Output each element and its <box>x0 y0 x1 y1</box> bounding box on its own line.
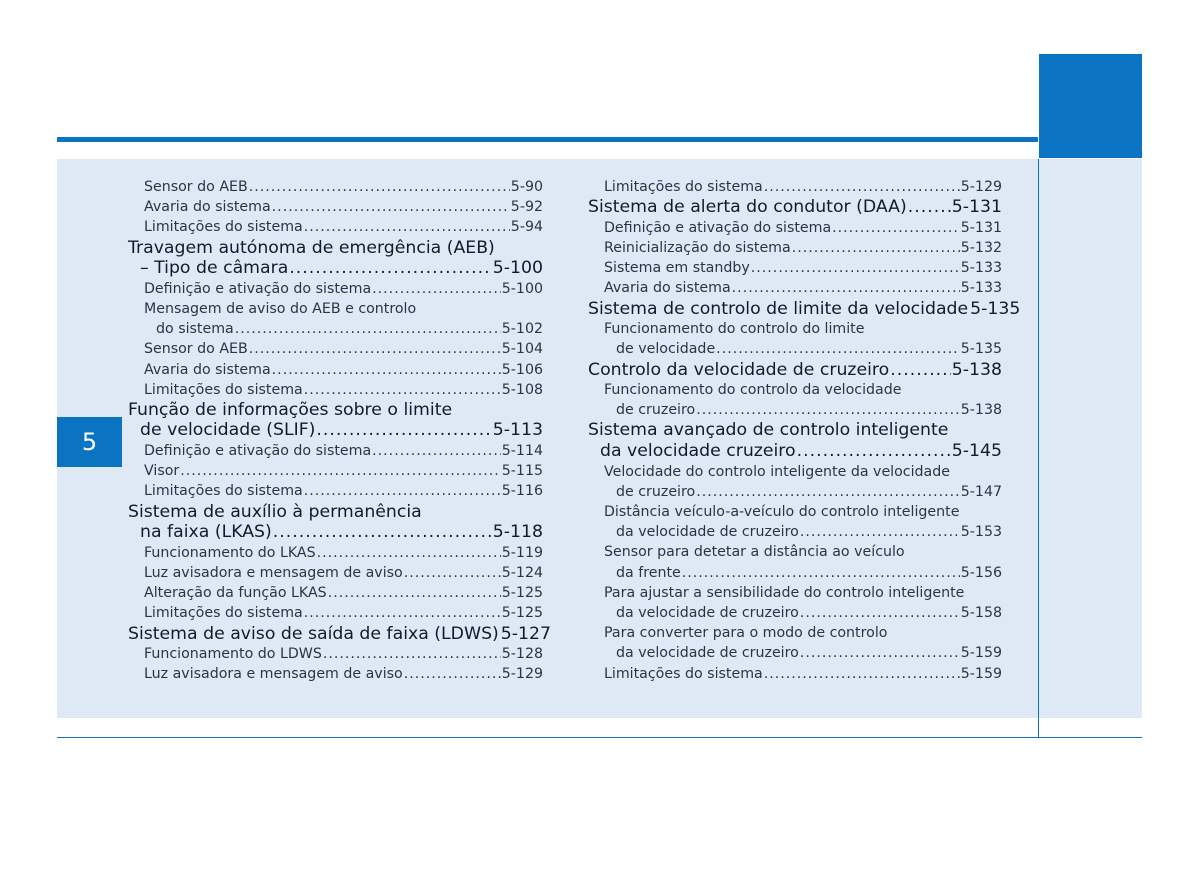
dot-leader <box>764 177 960 197</box>
toc-subentry[interactable] <box>128 481 543 501</box>
toc-subentry[interactable] <box>588 563 1002 583</box>
dot-leader <box>404 563 501 583</box>
toc-subentry[interactable] <box>588 238 1002 258</box>
dot-leader <box>890 360 951 381</box>
toc-subentry[interactable] <box>588 258 1002 278</box>
toc-entry-title: na faixa (LKAS) <box>140 522 272 543</box>
dot-leader <box>682 563 960 583</box>
toc-entry-title: Sistema de controlo de limite da velocidade <box>588 298 969 319</box>
dot-leader <box>696 400 960 420</box>
dot-leader <box>696 482 960 502</box>
toc-subentry[interactable] <box>588 400 1002 420</box>
toc-entry-title: Sensor para detetar a distância ao veículo <box>604 544 905 561</box>
toc-entry-title: Visor <box>144 463 180 480</box>
dot-leader <box>404 664 501 684</box>
toc-entry-title: Luz avisadora e mensagem de aviso <box>144 666 403 683</box>
toc-page-number: 5-108 <box>501 381 543 398</box>
toc-section-entry[interactable] <box>588 197 1002 218</box>
dot-leader <box>304 481 501 501</box>
toc-subentry[interactable] <box>588 643 1002 663</box>
toc-entry-title: Sistema em standby <box>604 260 750 277</box>
dot-leader <box>272 197 510 217</box>
toc-right-column <box>588 177 1021 684</box>
toc-page-number: 5-100 <box>492 258 543 279</box>
toc-subentry[interactable] <box>128 360 543 380</box>
toc-entry-title: da velocidade de cruzeiro <box>616 524 799 541</box>
dot-leader <box>235 319 501 339</box>
toc-subentry[interactable] <box>128 543 543 563</box>
toc-page-number: 5-94 <box>510 219 543 236</box>
toc-subentry[interactable] <box>588 623 1002 643</box>
toc-entry-title: Alteração da função LKAS <box>144 585 327 602</box>
toc-entry-title: Funcionamento do LKAS <box>144 544 316 561</box>
dot-leader <box>249 339 501 359</box>
toc-entry-title: Avaria do sistema <box>144 361 271 378</box>
toc-entry-title: Mensagem de aviso do AEB e controlo <box>144 300 417 317</box>
toc-page-number: 5-128 <box>501 646 543 663</box>
toc-entry-title: Controlo da velocidade de cruzeiro <box>588 359 890 380</box>
toc-entry-title: de cruzeiro <box>616 402 696 419</box>
toc-entry-title: Limitações do sistema <box>144 219 303 236</box>
toc-page-number: 5-135 <box>960 341 1002 358</box>
toc-entry-title: Função de informações sobre o limite <box>128 399 453 420</box>
toc-entry-title: de velocidade <box>616 341 716 358</box>
chapter-number-tab: 5 <box>57 417 122 467</box>
toc-subentry[interactable] <box>128 441 543 461</box>
dot-leader <box>908 197 951 218</box>
toc-entry-title: Limitações do sistema <box>144 483 303 500</box>
toc-subentry[interactable] <box>128 563 543 583</box>
toc-page-number: 5-145 <box>951 441 1002 462</box>
dot-leader <box>716 339 960 359</box>
toc-subentry[interactable] <box>588 339 1002 359</box>
toc-page-number: 5-90 <box>510 179 543 195</box>
toc-subentry[interactable] <box>128 319 543 339</box>
toc-section-entry[interactable] <box>128 623 551 645</box>
toc-page-number: 5-92 <box>510 199 543 216</box>
toc-page-number: 5-100 <box>501 280 543 297</box>
toc-page-number: 5-102 <box>501 321 543 338</box>
toc-entry-title: Velocidade do controlo inteligente da velocidade <box>604 463 950 480</box>
toc-subentry[interactable] <box>128 644 543 664</box>
toc-entry-title: Travagem autónoma de emergência (AEB) <box>128 237 495 258</box>
toc-page-number: 5-114 <box>501 443 543 460</box>
toc-subentry[interactable] <box>128 461 543 481</box>
toc-page-number: 5-113 <box>492 420 543 441</box>
toc-subentry[interactable] <box>128 380 543 400</box>
toc-page-number: 5-125 <box>501 605 543 622</box>
dot-leader <box>751 258 960 278</box>
dot-leader <box>289 258 491 279</box>
toc-entry-title: Sensor do AEB <box>144 341 248 358</box>
toc-page-number: 5-138 <box>960 402 1002 419</box>
toc-section-entry[interactable] <box>588 441 1002 462</box>
dot-leader <box>273 522 492 543</box>
toc-subentry[interactable] <box>588 664 1002 684</box>
dot-leader <box>732 278 960 298</box>
toc-section-entry[interactable] <box>128 522 543 543</box>
dot-leader <box>249 177 510 197</box>
toc-entry-title: de cruzeiro <box>616 483 696 500</box>
toc-entry-title: Para ajustar a sensibilidade do controlo inteligente <box>604 584 965 601</box>
toc-entry-title: Funcionamento do LDWS <box>144 646 322 663</box>
toc-section-entry[interactable] <box>128 420 543 441</box>
toc-page-number: 5-116 <box>501 483 543 500</box>
dot-leader <box>180 461 501 481</box>
toc-entry-title: Para converter para o modo de controlo <box>604 625 888 642</box>
toc-page-number: 5-147 <box>960 483 1002 500</box>
toc-section-entry[interactable] <box>128 502 543 523</box>
toc-entry-title: Definição e ativação do sistema <box>144 443 372 460</box>
toc-entry-title: Sensor do AEB <box>144 179 248 195</box>
dot-leader <box>304 217 510 237</box>
toc-entry-title: da velocidade cruzeiro <box>600 441 796 462</box>
toc-subentry[interactable] <box>588 278 1002 298</box>
toc-page-number: 5-125 <box>501 585 543 602</box>
toc-entry-title: Sistema avançado de controlo inteligente <box>588 420 949 441</box>
toc-entry-title: Sistema de alerta do condutor (DAA) <box>588 197 907 218</box>
toc-section-entry[interactable] <box>128 258 543 279</box>
toc-entry-title: – Tipo de câmara <box>140 258 289 279</box>
toc-entry-title: Funcionamento do controlo do limite <box>604 321 865 338</box>
toc-page-number: 5-118 <box>492 522 543 543</box>
toc-subentry[interactable] <box>588 177 1002 197</box>
toc-subentry[interactable] <box>128 279 543 299</box>
toc-entry-title: do sistema <box>156 321 234 338</box>
toc-page-number: 5-119 <box>501 544 543 561</box>
toc-subentry[interactable] <box>128 339 543 359</box>
toc-subentry[interactable] <box>128 177 543 197</box>
toc-page-number: 5-129 <box>960 179 1002 195</box>
toc-page-number: 5-158 <box>960 604 1002 621</box>
dot-leader <box>372 279 501 299</box>
panel-divider <box>1038 159 1039 738</box>
toc-subentry[interactable] <box>128 664 543 684</box>
toc-page-number: 5-159 <box>960 645 1002 662</box>
toc-left-column <box>128 177 551 685</box>
toc-entry-title: Limitações do sistema <box>144 381 303 398</box>
dot-leader <box>800 603 960 623</box>
toc-subentry[interactable] <box>588 603 1002 623</box>
toc-entry-title: Reinicialização do sistema <box>604 239 791 256</box>
toc-entry-title: Definição e ativação do sistema <box>604 219 832 236</box>
toc-section-entry[interactable] <box>588 420 1002 441</box>
toc-entry-title: da frente <box>616 564 681 581</box>
toc-page-number: 5-153 <box>960 524 1002 541</box>
toc-entry-title: Avaria do sistema <box>144 199 271 216</box>
toc-subentry[interactable] <box>588 218 1002 238</box>
toc-subentry[interactable] <box>588 319 1002 339</box>
dot-leader <box>764 664 960 684</box>
toc-page-number: 5-127 <box>500 623 551 644</box>
toc-page-number: 5-115 <box>501 463 543 480</box>
toc-section-entry[interactable] <box>128 238 543 259</box>
toc-subentry[interactable] <box>128 299 543 319</box>
toc-page-number: 5-131 <box>960 219 1002 236</box>
toc-page-number: 5-133 <box>960 260 1002 277</box>
toc-subentry[interactable] <box>128 603 543 623</box>
dot-leader <box>792 238 960 258</box>
toc-entry-title: Sistema de aviso de saída de faixa (LDWS) <box>128 623 499 644</box>
dot-leader <box>304 380 501 400</box>
toc-page-number: 5-138 <box>951 359 1002 380</box>
dot-leader <box>328 583 501 603</box>
toc-entry-title: da velocidade de cruzeiro <box>616 645 799 662</box>
toc-entry-title: Avaria do sistema <box>604 280 731 297</box>
footer-rule <box>57 737 1142 738</box>
dot-leader <box>316 420 491 441</box>
toc-entry-title: Limitações do sistema <box>144 605 303 622</box>
toc-subentry[interactable] <box>588 482 1002 502</box>
toc-subentry[interactable] <box>128 197 543 217</box>
toc-subentry[interactable] <box>588 462 1002 482</box>
chapter-corner-tab <box>1039 54 1142 158</box>
dot-leader <box>797 441 951 462</box>
dot-leader <box>317 543 501 563</box>
toc-entry-title: Sistema de auxílio à permanência <box>128 501 422 522</box>
toc-subentry[interactable] <box>588 380 1002 400</box>
toc-entry-title: Luz avisadora e mensagem de aviso <box>144 565 403 581</box>
toc-page-number: 5-133 <box>960 280 1002 297</box>
dot-leader <box>832 218 960 238</box>
toc-entry-title: Funcionamento do controlo da velocidade <box>604 382 902 399</box>
toc-page-number: 5-131 <box>951 197 1002 218</box>
dot-leader <box>372 441 501 461</box>
dot-leader <box>800 522 960 542</box>
toc-section-entry[interactable] <box>588 298 1021 320</box>
toc-entry-title: Definição e ativação do sistema <box>144 280 372 297</box>
dot-leader <box>800 643 960 663</box>
dot-leader <box>304 603 501 623</box>
toc-entry-title: da velocidade de cruzeiro <box>616 604 799 621</box>
dot-leader <box>272 360 501 380</box>
toc-subentry[interactable] <box>588 542 1002 562</box>
toc-subentry[interactable] <box>128 583 543 603</box>
toc-subentry[interactable] <box>588 522 1002 542</box>
toc-entry-title: de velocidade (SLIF) <box>140 420 316 441</box>
toc-page-number: 5-129 <box>501 666 543 683</box>
toc-page-number: 5-124 <box>501 565 543 581</box>
toc-section-entry[interactable] <box>588 360 1002 381</box>
toc-page-number: 5-132 <box>960 239 1002 256</box>
toc-page-number: 5-135 <box>970 298 1021 319</box>
toc-entry-title: Distância veículo-a-veículo do controlo inteligente <box>604 504 960 521</box>
toc-page-number: 5-106 <box>501 361 543 378</box>
toc-page-number: 5-104 <box>501 341 543 358</box>
toc-entry-title: Limitações do sistema <box>604 665 763 682</box>
toc-subentry[interactable] <box>588 583 1002 603</box>
header-rule <box>57 137 1038 142</box>
toc-subentry[interactable] <box>588 502 1002 522</box>
toc-page-number: 5-156 <box>960 564 1002 581</box>
dot-leader <box>323 644 501 664</box>
toc-entry-title: Limitações do sistema <box>604 179 763 195</box>
toc-subentry[interactable] <box>128 217 543 237</box>
toc-section-entry[interactable] <box>128 400 543 421</box>
toc-page-number: 5-159 <box>960 665 1002 682</box>
